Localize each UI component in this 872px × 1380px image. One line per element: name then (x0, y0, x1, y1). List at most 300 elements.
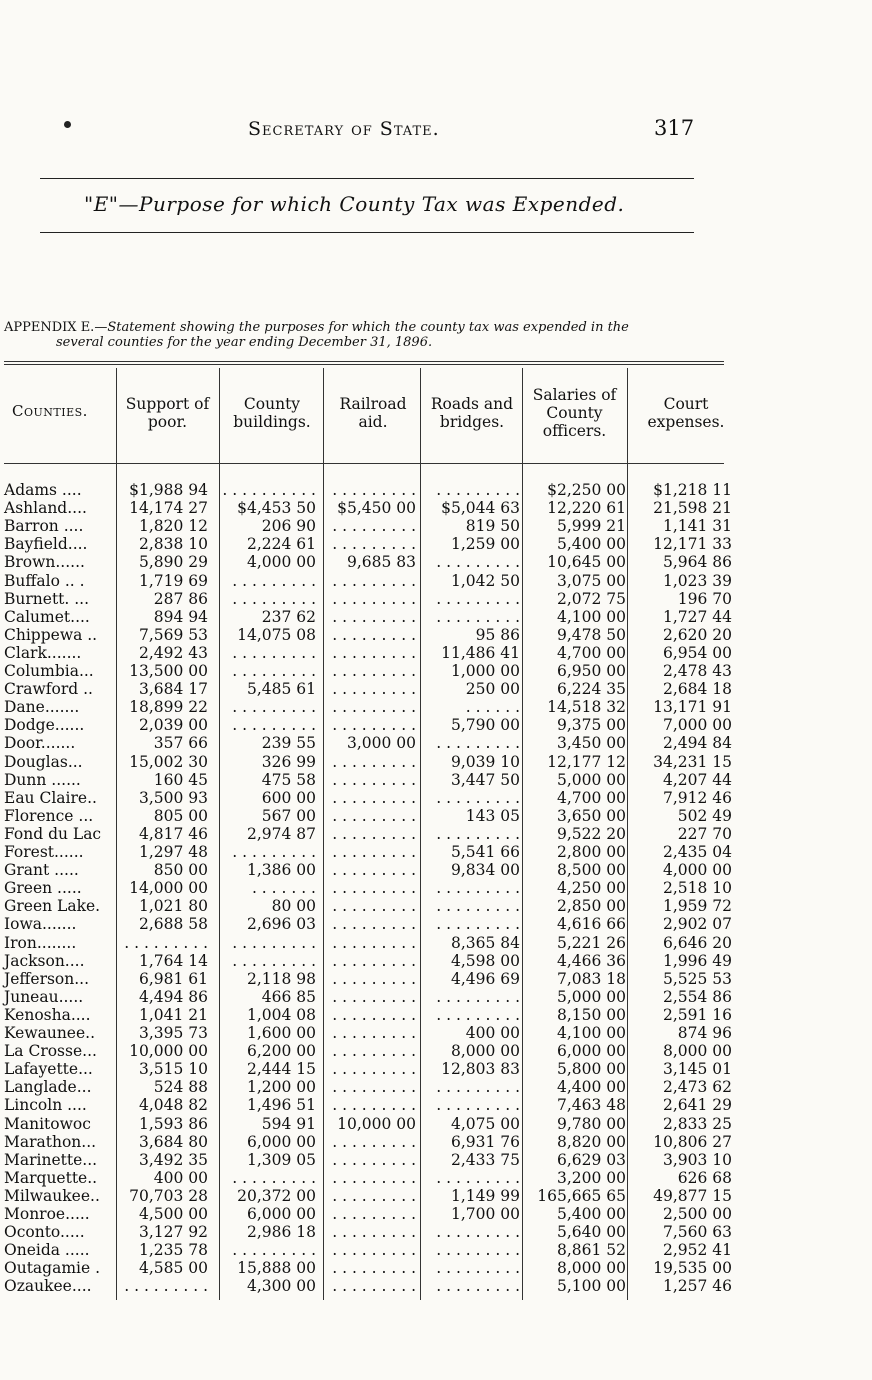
roads-and-bridges-value: . . . . . . . . . (436, 481, 520, 499)
support-of-poor-value: 357 66 (153, 734, 208, 753)
table-row (0, 608, 872, 626)
railroad-aid-value: . . . . . . . . . (332, 770, 416, 789)
roads-and-bridges-value: 2,433 75 (450, 1150, 520, 1169)
support-of-poor-value: 3,500 93 (138, 788, 208, 807)
county-buildings-value: . . . . . . . . . (232, 643, 316, 662)
court-expenses-value: 12,171 33 (653, 535, 732, 554)
salaries-value: 4,400 00 (556, 1078, 626, 1097)
support-of-poor-value: 3,395 73 (138, 1024, 208, 1042)
table-row (0, 1133, 872, 1151)
county-buildings-value: . . . . . . . . . (232, 716, 316, 735)
salaries-value: 5,221 26 (556, 933, 626, 952)
railroad-aid-value: . . . . . . . . . (332, 1024, 416, 1042)
county-buildings-value: 14,075 08 (237, 625, 316, 644)
support-of-poor-value: 160 45 (153, 770, 208, 789)
roads-and-bridges-value: 5,541 66 (450, 843, 520, 861)
roads-and-bridges-value: . . . . . . . . . (436, 1168, 520, 1187)
railroad-aid-value: . . . . . . . . . (332, 1241, 416, 1260)
county-buildings-value: 326 99 (261, 752, 316, 771)
table-row (0, 915, 872, 933)
county-name: Douglas... (4, 752, 83, 771)
table-row (0, 499, 872, 517)
support-of-poor-value: 3,127 92 (138, 1223, 208, 1242)
county-buildings-value: 2,444 15 (246, 1060, 316, 1079)
railroad-aid-value: . . . . . . . . . (332, 806, 416, 825)
table-row (0, 1169, 872, 1187)
railroad-aid-value: . . . . . . . . . (332, 1042, 416, 1061)
county-buildings-value: 466 85 (261, 987, 316, 1006)
section-title: "E"—Purpose for which County Tax was Expended. (84, 192, 625, 216)
court-expenses-value: 1,023 39 (662, 571, 732, 590)
table-row (0, 481, 872, 499)
roads-and-bridges-value: 11,486 41 (441, 643, 520, 662)
roads-and-bridges-value: . . . . . . . . . (436, 553, 520, 572)
court-expenses-value: 3,903 10 (662, 1150, 732, 1169)
table-row (0, 771, 872, 789)
table-row (0, 1277, 872, 1295)
salaries-value: 6,629 03 (556, 1150, 626, 1169)
support-of-poor-value: 2,039 00 (138, 716, 208, 735)
salaries-value: 4,100 00 (556, 1024, 626, 1042)
column-header-roads-and-bridges: Roads and bridges. (430, 395, 514, 431)
county-name: Green ..... (4, 879, 82, 898)
county-name: Lincoln .... (4, 1096, 87, 1115)
roads-and-bridges-value: . . . . . . . . . (436, 987, 520, 1006)
support-of-poor-value: 3,515 10 (138, 1060, 208, 1079)
table-row (0, 1006, 872, 1024)
salaries-value: 5,400 00 (556, 535, 626, 554)
support-of-poor-value: 5,890 29 (138, 553, 208, 572)
county-buildings-value: 206 90 (261, 517, 316, 536)
county-buildings-value: . . . . . . . . . (232, 662, 316, 680)
county-name: Marathon... (4, 1132, 97, 1151)
support-of-poor-value: 1,820 12 (138, 517, 208, 536)
salaries-value: 5,640 00 (556, 1223, 626, 1242)
support-of-poor-value: 4,494 86 (138, 987, 208, 1006)
court-expenses-value: 227 70 (677, 824, 732, 843)
salaries-value: 7,463 48 (556, 1096, 626, 1115)
county-buildings-value: 2,118 98 (246, 969, 316, 988)
salaries-value: 3,650 00 (556, 806, 626, 825)
support-of-poor-value: 3,684 17 (138, 680, 208, 699)
county-name: Burnett. ... (4, 589, 90, 608)
county-buildings-value: 6,200 00 (246, 1042, 316, 1061)
salaries-value: 6,224 35 (556, 680, 626, 699)
railroad-aid-value: . . . . . . . . . (332, 951, 416, 970)
roads-and-bridges-value: . . . . . . . . . (436, 1078, 520, 1097)
county-buildings-value: 15,888 00 (237, 1259, 316, 1278)
railroad-aid-value: . . . . . . . . . (332, 1205, 416, 1223)
roads-and-bridges-value: . . . . . . . . . (436, 915, 520, 934)
railroad-aid-value: . . . . . . . . . (332, 716, 416, 735)
column-header-salaries: Salaries of County officers. (532, 386, 617, 440)
railroad-aid-value: . . . . . . . . . (332, 1168, 416, 1187)
table-row (0, 1096, 872, 1114)
salaries-value: 7,083 18 (556, 969, 626, 988)
court-expenses-value: 2,435 04 (662, 843, 732, 861)
railroad-aid-value: . . . . . . . . . (332, 897, 416, 916)
county-buildings-value: . . . . . . . . . (232, 933, 316, 952)
support-of-poor-value: 15,002 30 (129, 752, 208, 771)
table-row (0, 1024, 872, 1042)
court-expenses-value: 2,620 20 (662, 625, 732, 644)
roads-and-bridges-value: $5,044 63 (441, 499, 520, 518)
salaries-value: 3,075 00 (556, 571, 626, 590)
roads-and-bridges-value: 4,075 00 (450, 1114, 520, 1133)
court-expenses-value: 3,145 01 (662, 1060, 732, 1079)
county-name: Dodge...... (4, 716, 85, 735)
roads-and-bridges-value: . . . . . . . . . (436, 879, 520, 898)
table-row (0, 970, 872, 988)
appendix-line-1: Statement showing the purposes for which the county tax was expended in the (107, 320, 629, 335)
county-name: Barron .... (4, 517, 84, 536)
support-of-poor-value: 894 94 (153, 607, 208, 626)
salaries-value: 12,220 61 (547, 499, 626, 518)
railroad-aid-value: . . . . . . . . . (332, 625, 416, 644)
railroad-aid-value: . . . . . . . . . (332, 915, 416, 934)
salaries-value: 5,999 21 (556, 517, 626, 536)
salaries-value: 8,820 00 (556, 1132, 626, 1151)
roads-and-bridges-value: 12,803 83 (441, 1060, 520, 1079)
top-rule (40, 178, 694, 179)
county-name: Brown...... (4, 553, 85, 572)
railroad-aid-value: . . . . . . . . . (332, 933, 416, 952)
roads-and-bridges-value: 1,042 50 (450, 571, 520, 590)
county-name: Green Lake. (4, 897, 101, 916)
support-of-poor-value: 7,569 53 (138, 625, 208, 644)
support-of-poor-value: 14,174 27 (129, 499, 208, 518)
county-name: Iron........ (4, 933, 77, 952)
county-name: Crawford .. (4, 680, 93, 699)
railroad-aid-value: . . . . . . . . . (332, 1150, 416, 1169)
county-buildings-value: . . . . . . . . . (232, 571, 316, 590)
county-buildings-value: 1,309 05 (246, 1150, 316, 1169)
salaries-value: $2,250 00 (547, 481, 626, 499)
county-name: Kewaunee.. (4, 1024, 96, 1042)
support-of-poor-value: 10,000 00 (129, 1042, 208, 1061)
county-name: Manitowoc (4, 1114, 91, 1133)
support-of-poor-value: 4,048 82 (138, 1096, 208, 1115)
court-expenses-value: 1,959 72 (662, 897, 732, 916)
railroad-aid-value: 10,000 00 (337, 1114, 416, 1133)
table-row (0, 590, 872, 608)
court-expenses-value: 1,257 46 (662, 1277, 732, 1296)
county-name: Fond du Lac (4, 824, 102, 843)
railroad-aid-value: . . . . . . . . . (332, 1078, 416, 1097)
table-row (0, 1259, 872, 1277)
salaries-value: 4,466 36 (556, 951, 626, 970)
table-row (0, 734, 872, 752)
court-expenses-value: 7,912 46 (662, 788, 732, 807)
roads-and-bridges-value: 9,834 00 (450, 861, 520, 880)
salaries-value: 12,177 12 (547, 752, 626, 771)
salaries-value: 4,250 00 (556, 879, 626, 898)
court-expenses-value: 49,877 15 (653, 1186, 732, 1205)
county-buildings-value: 1,004 08 (246, 1005, 316, 1024)
railroad-aid-value: . . . . . . . . . (332, 843, 416, 861)
table-row (0, 1223, 872, 1241)
support-of-poor-value: 1,235 78 (138, 1241, 208, 1260)
county-buildings-value: 2,224 61 (246, 535, 316, 554)
county-buildings-value: . . . . . . . . . (232, 951, 316, 970)
page-number: 317 (654, 116, 695, 140)
court-expenses-value: 2,641 29 (662, 1096, 732, 1115)
county-buildings-value: 475 58 (261, 770, 316, 789)
roads-and-bridges-value: 250 00 (465, 680, 520, 699)
roads-and-bridges-value: 9,039 10 (450, 752, 520, 771)
table-row (0, 572, 872, 590)
county-buildings-value: $4,453 50 (237, 499, 316, 518)
court-expenses-value: 1,996 49 (662, 951, 732, 970)
court-expenses-value: 2,952 41 (662, 1241, 732, 1260)
county-name: Dunn ...... (4, 770, 81, 789)
court-expenses-value: 2,591 16 (662, 1005, 732, 1024)
county-name: La Crosse... (4, 1042, 97, 1061)
court-expenses-value: 626 68 (677, 1168, 732, 1187)
table-row (0, 807, 872, 825)
bottom-rule (40, 232, 694, 233)
roads-and-bridges-value: 95 86 (475, 625, 520, 644)
table-row (0, 1151, 872, 1169)
county-buildings-value: . . . . . . . . . (232, 1241, 316, 1260)
roads-and-bridges-value: . . . . . . . . . (436, 1241, 520, 1260)
railroad-aid-value: . . . . . . . . . (332, 1096, 416, 1115)
county-buildings-value: 80 00 (271, 897, 316, 916)
roads-and-bridges-value: . . . . . . . . . (436, 589, 520, 608)
salaries-value: 10,645 00 (547, 553, 626, 572)
county-buildings-value: 600 00 (261, 788, 316, 807)
court-expenses-value: 7,000 00 (662, 716, 732, 735)
court-expenses-value: 196 70 (677, 589, 732, 608)
roads-and-bridges-value: 3,447 50 (450, 770, 520, 789)
support-of-poor-value: 18,899 22 (129, 698, 208, 717)
county-buildings-value: 4,000 00 (246, 553, 316, 572)
railroad-aid-value: . . . . . . . . . (332, 535, 416, 554)
court-expenses-value: 2,684 18 (662, 680, 732, 699)
salaries-value: 5,800 00 (556, 1060, 626, 1079)
page-mark (64, 121, 71, 128)
court-expenses-value: $1,218 11 (653, 481, 732, 499)
support-of-poor-value: . . . . . . . . . (124, 1277, 208, 1296)
county-name: Lafayette... (4, 1060, 93, 1079)
table-row (0, 680, 872, 698)
railroad-aid-value: . . . . . . . . . (332, 969, 416, 988)
county-name: Monroe..... (4, 1205, 90, 1223)
railroad-aid-value: . . . . . . . . . (332, 517, 416, 536)
support-of-poor-value: 1,764 14 (138, 951, 208, 970)
railroad-aid-value: . . . . . . . . . (332, 571, 416, 590)
support-of-poor-value: 400 00 (153, 1168, 208, 1187)
salaries-value: 3,200 00 (556, 1168, 626, 1187)
table-row (0, 843, 872, 861)
table-row (0, 1205, 872, 1223)
table-row (0, 1042, 872, 1060)
court-expenses-value: 7,560 63 (662, 1223, 732, 1242)
running-head: Secretary of State. (248, 118, 440, 140)
support-of-poor-value: 2,838 10 (138, 535, 208, 554)
county-buildings-value: . . . . . . . . . . (222, 481, 316, 499)
salaries-value: 4,616 66 (556, 915, 626, 934)
court-expenses-value: 4,000 00 (662, 861, 732, 880)
county-name: Eau Claire.. (4, 788, 97, 807)
court-expenses-value: 5,525 53 (662, 969, 732, 988)
table-row (0, 535, 872, 553)
county-buildings-value: . . . . . . . (251, 879, 316, 898)
table-row (0, 879, 872, 897)
support-of-poor-value: 4,585 00 (138, 1259, 208, 1278)
court-expenses-value: 2,473 62 (662, 1078, 732, 1097)
county-name: Grant ..... (4, 861, 79, 880)
county-name: Ashland.... (4, 499, 87, 518)
salaries-value: 4,700 00 (556, 643, 626, 662)
roads-and-bridges-value: . . . . . . . . . (436, 788, 520, 807)
county-buildings-value: 2,696 03 (246, 915, 316, 934)
appendix-line-2: several counties for the year ending December 31, 1896. (56, 335, 433, 350)
salaries-value: 2,072 75 (556, 589, 626, 608)
support-of-poor-value: 287 86 (153, 589, 208, 608)
table-row (0, 988, 872, 1006)
table-row (0, 1060, 872, 1078)
railroad-aid-value: . . . . . . . . . (332, 788, 416, 807)
court-expenses-value: 8,000 00 (662, 1042, 732, 1061)
county-buildings-value: 567 00 (261, 806, 316, 825)
roads-and-bridges-value: 1,149 99 (450, 1186, 520, 1205)
salaries-value: 8,000 00 (556, 1259, 626, 1278)
railroad-aid-value: . . . . . . . . . (332, 987, 416, 1006)
railroad-aid-value: 9,685 83 (346, 553, 416, 572)
support-of-poor-value: 13,500 00 (129, 662, 208, 680)
support-of-poor-value: 3,684 80 (138, 1132, 208, 1151)
roads-and-bridges-value: 8,365 84 (450, 933, 520, 952)
railroad-aid-value: . . . . . . . . . (332, 824, 416, 843)
county-buildings-value: 2,974 87 (246, 824, 316, 843)
county-name: Florence ... (4, 806, 94, 825)
roads-and-bridges-value: . . . . . . . . . (436, 1259, 520, 1278)
table-row (0, 753, 872, 771)
support-of-poor-value: . . . . . . . . . (124, 933, 208, 952)
table-row (0, 698, 872, 716)
railroad-aid-value: . . . . . . . . . (332, 662, 416, 680)
railroad-aid-value: . . . . . . . . . (332, 752, 416, 771)
roads-and-bridges-value: 4,598 00 (450, 951, 520, 970)
table-row (0, 644, 872, 662)
appendix-lead: APPENDIX E.— (4, 320, 108, 335)
court-expenses-value: 21,598 21 (653, 499, 732, 518)
roads-and-bridges-value: 143 05 (465, 806, 520, 825)
table-row (0, 1187, 872, 1205)
table-row (0, 517, 872, 535)
county-name: Milwaukee.. (4, 1186, 100, 1205)
county-name: Oneida ..... (4, 1241, 90, 1260)
roads-and-bridges-value: 1,259 00 (450, 535, 520, 554)
roads-and-bridges-value: . . . . . . . . . (436, 1005, 520, 1024)
table-row (0, 662, 872, 680)
salaries-value: 8,500 00 (556, 861, 626, 880)
county-name: Langlade... (4, 1078, 92, 1097)
support-of-poor-value: 2,688 58 (138, 915, 208, 934)
railroad-aid-value: . . . . . . . . . (332, 698, 416, 717)
table-row (0, 716, 872, 734)
county-name: Jackson.... (4, 951, 85, 970)
county-name: Marquette.. (4, 1168, 98, 1187)
county-buildings-value: 237 62 (261, 607, 316, 626)
railroad-aid-value: . . . . . . . . . (332, 607, 416, 626)
roads-and-bridges-value: . . . . . . . . . (436, 1096, 520, 1115)
salaries-value: 2,850 00 (556, 897, 626, 916)
county-name: Iowa....... (4, 915, 77, 934)
railroad-aid-value: . . . . . . . . . (332, 643, 416, 662)
court-expenses-value: 1,141 31 (662, 517, 732, 536)
court-expenses-value: 6,954 00 (662, 643, 732, 662)
support-of-poor-value: 1,041 21 (138, 1005, 208, 1024)
support-of-poor-value: 1,719 69 (138, 571, 208, 590)
salaries-value: 3,450 00 (556, 734, 626, 753)
county-buildings-value: 6,000 00 (246, 1132, 316, 1151)
county-name: Oconto..... (4, 1223, 85, 1242)
court-expenses-value: 2,500 00 (662, 1205, 732, 1223)
county-buildings-value: 239 55 (261, 734, 316, 753)
railroad-aid-value: . . . . . . . . . (332, 1186, 416, 1205)
column-header-county-buildings: County buildings. (233, 395, 311, 431)
railroad-aid-value: . . . . . . . . . (332, 1259, 416, 1278)
county-buildings-value: . . . . . . . . . (232, 843, 316, 861)
roads-and-bridges-value: . . . . . . . . . (436, 607, 520, 626)
roads-and-bridges-value: 4,496 69 (450, 969, 520, 988)
railroad-aid-value: . . . . . . . . . (332, 481, 416, 499)
roads-and-bridges-value: 5,790 00 (450, 716, 520, 735)
salaries-value: 9,522 20 (556, 824, 626, 843)
support-of-poor-value: 1,021 80 (138, 897, 208, 916)
court-expenses-value: 5,964 86 (662, 553, 732, 572)
table-row (0, 861, 872, 879)
table-row (0, 952, 872, 970)
court-expenses-value: 2,494 84 (662, 734, 732, 753)
table-row (0, 897, 872, 915)
county-buildings-value: . . . . . . . . . (232, 698, 316, 717)
salaries-value: 5,000 00 (556, 770, 626, 789)
support-of-poor-value: 14,000 00 (129, 879, 208, 898)
railroad-aid-value: . . . . . . . . . (332, 1277, 416, 1296)
roads-and-bridges-value: . . . . . . . . . (436, 734, 520, 753)
county-buildings-value: . . . . . . . . . (232, 1168, 316, 1187)
column-header-railroad-aid: Railroad aid. (339, 395, 407, 431)
county-name: Kenosha.... (4, 1005, 91, 1024)
county-name: Calumet.... (4, 607, 90, 626)
salaries-value: 8,150 00 (556, 1005, 626, 1024)
court-expenses-value: 502 49 (677, 806, 732, 825)
roads-and-bridges-value: . . . . . . . . . (436, 1277, 520, 1296)
county-buildings-value: 4,300 00 (246, 1277, 316, 1296)
roads-and-bridges-value: 1,700 00 (450, 1205, 520, 1223)
salaries-value: 4,100 00 (556, 607, 626, 626)
county-buildings-value: 2,986 18 (246, 1223, 316, 1242)
court-expenses-value: 6,646 20 (662, 933, 732, 952)
column-header-support-of-poor: Support of poor. (125, 395, 210, 431)
support-of-poor-value: $1,988 94 (129, 481, 208, 499)
salaries-value: 14,518 32 (547, 698, 626, 717)
support-of-poor-value: 70,703 28 (129, 1186, 208, 1205)
county-name: Ozaukee.... (4, 1277, 92, 1296)
support-of-poor-value: 1,297 48 (138, 843, 208, 861)
county-buildings-value: 1,200 00 (246, 1078, 316, 1097)
county-name: Outagamie . (4, 1259, 101, 1278)
support-of-poor-value: 6,981 61 (138, 969, 208, 988)
roads-and-bridges-value: 1,000 00 (450, 662, 520, 680)
railroad-aid-value: . . . . . . . . . (332, 1223, 416, 1242)
support-of-poor-value: 1,593 86 (138, 1114, 208, 1133)
county-name: Columbia... (4, 662, 94, 680)
column-header-court-expenses: Court expenses. (647, 395, 725, 431)
